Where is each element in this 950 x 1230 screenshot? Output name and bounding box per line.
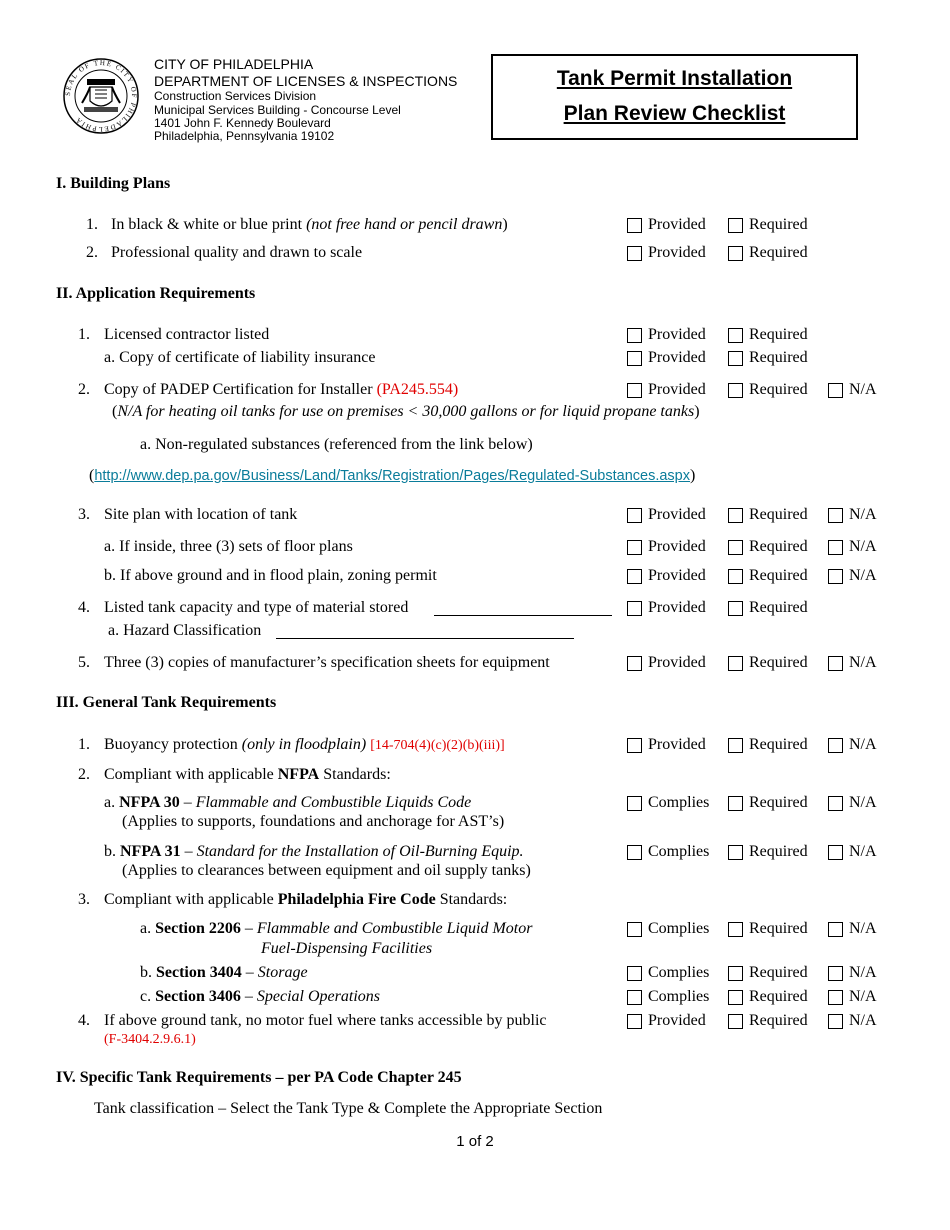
required-checkbox[interactable] (728, 845, 743, 860)
checklist-item-text: Copy of PADEP Certification for Installer (PA245.554) (104, 381, 459, 398)
section-heading: I. Building Plans (56, 175, 171, 192)
required-checkbox[interactable] (728, 990, 743, 1005)
checklist-item-text: Site plan with location of tank (104, 506, 298, 523)
checklist-item-text: Compliant with applicable NFPA Standards: (104, 766, 391, 783)
fill-in-line[interactable] (276, 638, 574, 639)
required-label: Required (749, 599, 808, 616)
required-checkbox[interactable] (728, 351, 743, 366)
na-label: N/A (849, 381, 877, 398)
na-checkbox[interactable] (828, 383, 843, 398)
checklist-subitem-text: b. Section 3404 – Storage (140, 964, 308, 981)
item-number: 1. (78, 736, 90, 753)
header-division: Construction Services Division (154, 89, 317, 103)
provided-checkbox[interactable] (627, 656, 642, 671)
title-line-1: Tank Permit Installation (556, 67, 793, 90)
na-checkbox[interactable] (828, 922, 843, 937)
required-checkbox[interactable] (728, 540, 743, 555)
required-checkbox[interactable] (728, 1014, 743, 1029)
item-number: 2. (86, 244, 98, 261)
provided-label: Provided (648, 538, 706, 555)
required-checkbox[interactable] (728, 738, 743, 753)
provided-label: Provided (648, 736, 706, 753)
na-label: N/A (849, 1012, 877, 1029)
required-checkbox[interactable] (728, 922, 743, 937)
na-checkbox[interactable] (828, 656, 843, 671)
required-label: Required (749, 988, 808, 1005)
provided-checkbox[interactable] (627, 601, 642, 616)
checklist-item-text: Licensed contractor listed (104, 326, 270, 343)
checklist-subitem-text: b. NFPA 31 – Standard for the Installation of Oil-Burning Equip. (104, 843, 524, 860)
svg-text:SEAL OF THE CITY OF PHILADELPH: SEAL OF THE CITY OF PHILADELPHIA (63, 58, 139, 134)
required-checkbox[interactable] (728, 328, 743, 343)
required-label: Required (749, 843, 808, 860)
complies-label: Complies (648, 964, 710, 981)
section-heading: IV. Specific Tank Requirements – per PA Code Chapter 245 (56, 1069, 462, 1086)
na-checkbox[interactable] (828, 738, 843, 753)
required-label: Required (749, 326, 808, 343)
na-checkbox[interactable] (828, 540, 843, 555)
checklist-subitem-text: a. If inside, three (3) sets of floor plans (104, 538, 353, 555)
complies-checkbox[interactable] (627, 922, 642, 937)
item-number: 3. (78, 506, 90, 523)
code-reference: (PA245.554) (376, 381, 459, 398)
required-label: Required (749, 920, 808, 937)
item-number: 4. (78, 1012, 90, 1029)
checklist-subitem-text: a. Copy of certificate of liability insurance (104, 349, 376, 366)
checklist-subitem-text: b. If above ground and in flood plain, zoning permit (104, 567, 437, 584)
city-seal (62, 57, 140, 135)
item-number: 2. (78, 766, 90, 783)
header-city: CITY OF PHILADELPHIA (154, 56, 314, 72)
title-box (491, 54, 858, 140)
header-street: 1401 John F. Kennedy Boulevard (154, 116, 331, 130)
required-label: Required (749, 538, 808, 555)
title-line-2: Plan Review Checklist (563, 102, 786, 125)
provided-label: Provided (648, 381, 706, 398)
provided-label: Provided (648, 567, 706, 584)
regulated-substances-link[interactable]: http://www.dep.pa.gov/Business/Land/Tanks/Registration/Pages/Regulated-Substances.aspx (94, 468, 690, 484)
required-checkbox[interactable] (728, 246, 743, 261)
na-checkbox[interactable] (828, 569, 843, 584)
na-checkbox[interactable] (828, 796, 843, 811)
required-checkbox[interactable] (728, 601, 743, 616)
required-checkbox[interactable] (728, 508, 743, 523)
na-label: N/A (849, 988, 877, 1005)
na-checkbox[interactable] (828, 508, 843, 523)
item-number: 1. (86, 216, 98, 233)
required-label: Required (749, 654, 808, 671)
complies-checkbox[interactable] (627, 966, 642, 981)
na-label: N/A (849, 964, 877, 981)
checklist-subitem-text: a. Hazard Classification (108, 622, 262, 639)
section-text: Tank classification – Select the Tank Type & Complete the Appropriate Section (94, 1100, 603, 1117)
provided-checkbox[interactable] (627, 1014, 642, 1029)
required-checkbox[interactable] (728, 218, 743, 233)
provided-label: Provided (648, 349, 706, 366)
header-building: Municipal Services Building - Concourse Level (154, 103, 401, 117)
required-checkbox[interactable] (728, 569, 743, 584)
provided-checkbox[interactable] (627, 218, 642, 233)
required-label: Required (749, 244, 808, 261)
provided-checkbox[interactable] (627, 246, 642, 261)
item-note: (Applies to clearances between equipment and oil supply tanks) (122, 862, 531, 879)
provided-label: Provided (648, 654, 706, 671)
na-label: N/A (849, 920, 877, 937)
checklist-item-text: Buoyancy protection (only in floodplain) [14-704(4)(c)(2)(b)(iii)] (104, 736, 505, 753)
checklist-subitem-text: c. Section 3406 – Special Operations (140, 988, 380, 1005)
fill-in-line[interactable] (434, 615, 612, 616)
na-label: N/A (849, 567, 877, 584)
checklist-item-text: In black & white or blue print (not free hand or pencil drawn) (111, 216, 508, 233)
provided-checkbox[interactable] (627, 569, 642, 584)
provided-label: Provided (648, 326, 706, 343)
complies-label: Complies (648, 988, 710, 1005)
provided-label: Provided (648, 1012, 706, 1029)
na-label: N/A (849, 506, 877, 523)
complies-checkbox[interactable] (627, 796, 642, 811)
provided-label: Provided (648, 216, 706, 233)
item-number: 3. (78, 891, 90, 908)
provided-checkbox[interactable] (627, 540, 642, 555)
checklist-item-text: Compliant with applicable Philadelphia Fire Code Standards: (104, 891, 508, 908)
na-checkbox[interactable] (828, 990, 843, 1005)
required-label: Required (749, 381, 808, 398)
checklist-subitem-text: a. NFPA 30 – Flammable and Combustible Liquids Code (104, 794, 472, 811)
complies-label: Complies (648, 920, 710, 937)
item-note: (Applies to supports, foundations and anchorage for AST’s) (122, 813, 505, 830)
required-checkbox[interactable] (728, 656, 743, 671)
provided-checkbox[interactable] (627, 508, 642, 523)
required-checkbox[interactable] (728, 966, 743, 981)
checklist-item-text: Three (3) copies of manufacturer’s specification sheets for equipment (104, 654, 550, 671)
provided-checkbox[interactable] (627, 328, 642, 343)
header-department: DEPARTMENT OF LICENSES & INSPECTIONS (154, 73, 458, 89)
na-checkbox[interactable] (828, 845, 843, 860)
checklist-subitem-text: Fuel-Dispensing Facilities (261, 940, 433, 957)
required-label: Required (749, 567, 808, 584)
complies-checkbox[interactable] (627, 990, 642, 1005)
item-number: 2. (78, 381, 90, 398)
item-number: 4. (78, 599, 90, 616)
checklist-item-text: Listed tank capacity and type of material stored (104, 599, 409, 616)
na-label: N/A (849, 794, 877, 811)
provided-label: Provided (648, 244, 706, 261)
na-checkbox[interactable] (828, 1014, 843, 1029)
item-number: 1. (78, 326, 90, 343)
provided-label: Provided (648, 599, 706, 616)
checklist-item-text: If above ground tank, no motor fuel where tanks accessible by public (104, 1012, 547, 1029)
page-number: 1 of 2 (456, 1133, 494, 1150)
required-label: Required (749, 216, 808, 233)
required-label: Required (749, 349, 808, 366)
provided-checkbox[interactable] (627, 351, 642, 366)
na-checkbox[interactable] (828, 966, 843, 981)
checklist-subitem-text: a. Non-regulated substances (referenced from the link below) (140, 436, 533, 453)
checklist-subitem-text: a. Section 2206 – Flammable and Combustible Liquid Motor (140, 920, 533, 937)
required-label: Required (749, 736, 808, 753)
required-label: Required (749, 1012, 808, 1029)
section-heading: III. General Tank Requirements (56, 694, 277, 711)
item-note: (N/A for heating oil tanks for use on premises < 30,000 gallons or for liquid propane tanks) (112, 403, 700, 420)
complies-label: Complies (648, 843, 710, 860)
na-label: N/A (849, 538, 877, 555)
provided-label: Provided (648, 506, 706, 523)
na-label: N/A (849, 736, 877, 753)
required-label: Required (749, 506, 808, 523)
complies-checkbox[interactable] (627, 845, 642, 860)
complies-label: Complies (648, 794, 710, 811)
code-reference: (F-3404.2.9.6.1) (104, 1032, 196, 1047)
na-label: N/A (849, 843, 877, 860)
code-reference: [14-704(4)(c)(2)(b)(iii)] (370, 738, 505, 753)
provided-checkbox[interactable] (627, 738, 642, 753)
provided-checkbox[interactable] (627, 383, 642, 398)
item-number: 5. (78, 654, 90, 671)
section-heading: II. Application Requirements (56, 285, 256, 302)
required-checkbox[interactable] (728, 796, 743, 811)
header-city-state: Philadelphia, Pennsylvania 19102 (154, 129, 335, 143)
na-label: N/A (849, 654, 877, 671)
link-line: (http://www.dep.pa.gov/Business/Land/Tanks/Registration/Pages/Regulated-Substances.aspx) (89, 467, 696, 484)
required-label: Required (749, 794, 808, 811)
required-checkbox[interactable] (728, 383, 743, 398)
checklist-item-text: Professional quality and drawn to scale (111, 244, 363, 261)
required-label: Required (749, 964, 808, 981)
